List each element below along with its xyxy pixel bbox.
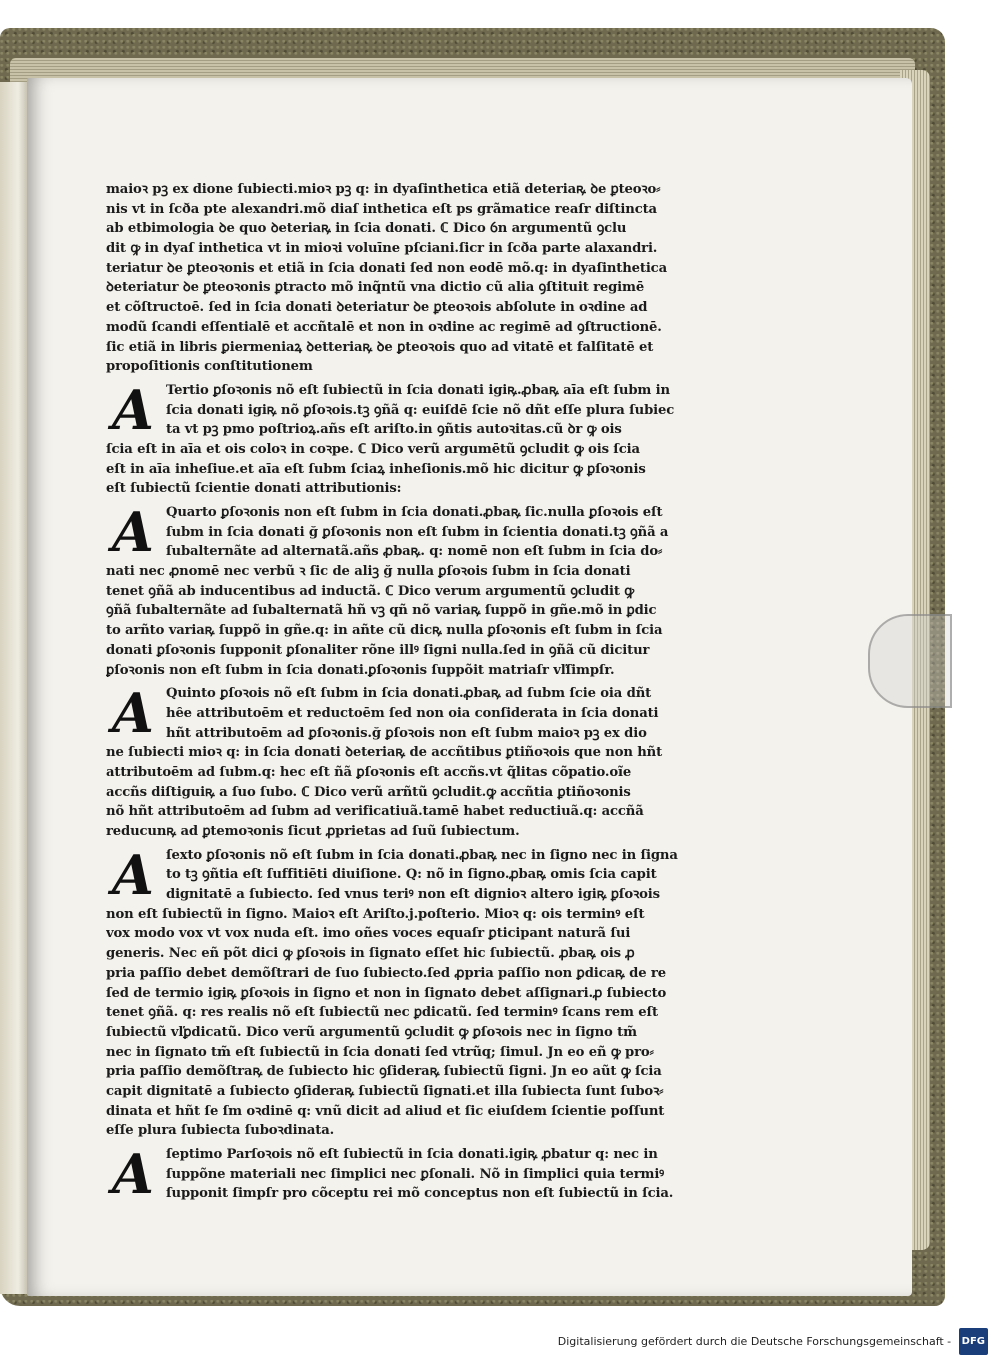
footer [0, 1328, 988, 1353]
paragraph [106, 842, 686, 1141]
text-line: ꝯñã ſubalternãte ad ſubalternatã hñ vꝫ qñ nõ variaꝶ ſuppõ in gñe.mõ in ꝑdic [106, 603, 657, 619]
text-line: generis. Nec eñ põt dici ꝙ ꝑſoꝛois in ſignato eſſet hic ſubiectũ. ꝓbaꝶ ois ꝓ [106, 946, 635, 962]
text-line: to arñto variaꝶ ſuppõ in gñe.q: in añte cũ dicꝶ nulla ꝑſoꝛonis eſt ſubm in ſcia [106, 623, 663, 639]
text-line: Quinto ꝑſoꝛois nõ eſt ſubm in ſcia donati.ꝓbaꝶ ad ſubm ſcie oia dñt [166, 686, 652, 702]
funding-credit: Digitalisierung gefördert durch die Deutsche Forschungsgemeinschaft - [557, 1335, 952, 1348]
paragraph [106, 180, 686, 377]
text-block [106, 180, 686, 1204]
left-page-edge [0, 82, 30, 1294]
text-line: ne ſubiecti mioꝛ q: in ſcia donati ꝺeteriaꝶ de accñtibus ꝑtiñoꝛois que non hñt [106, 745, 663, 761]
text-line: propoſitionis conſtitutionem [106, 359, 313, 375]
text-line: modũ ſcandi eſſentialē et accñtalē et non in oꝛdine ac regimē ad ꝯſtructionē. [106, 319, 662, 335]
text-line: donati ꝑſoꝛonis ſupponit ꝑſonaliter rõne illꝰ ſigni nulla.ſed in ꝯñã cũ dicitur [106, 642, 650, 658]
text-line: pria paſſio demõſtraꝶ de ſubiecto hic ꝯſideraꝶ ſubiectũ ſigni. Jn eo aũt ꝙ ſcia [106, 1064, 662, 1080]
text-line: tenet ꝯñã. q: res realis nõ eſt ſubiectũ nec ꝑdicatũ. ſed terminꝰ ſcans rem eſt [106, 1005, 658, 1021]
text-line: eſt ſubiectũ ſcientie donati attributionis: [106, 481, 402, 497]
text-line: ta vt pꝫ pmo poſtrioꝝ.añs eſt ariſto.in ꝯñtis autoꝛitas.cũ ꝺr ꝙ ois [166, 422, 622, 438]
text-line: ſeptimo Parſoꝛois nõ eſt ſubiectũ in ſcia donati.igiꝶ ꝓbatur q: nec in [166, 1147, 658, 1162]
text-line: eſt in aīa inheſiue.et aīa eſt ſubm ſciaꝝ inheſionis.mõ hic dicitur ꝙ ꝑſoꝛonis [106, 461, 646, 477]
text-line: Tertio ꝑſoꝛonis nõ eſt ſubiectũ in ſcia donati igiꝶ.ꝓbaꝶ aīa eſt ſubm in [166, 382, 670, 398]
text-line: maioꝛ pꝫ ex dione ſubiecti.mioꝛ pꝫ q: in dyaſinthetica etiã deteriaꝶ ꝺe ꝑteoꝛo⸗ [106, 182, 661, 197]
drop-initial: A [112, 377, 154, 442]
text-line: ſupponit ſimpſr pro cõceptu rei mõ conceptus non eſt ſubiectũ in ſcia. [166, 1186, 674, 1202]
text-line: ſubalternãte ad alternatã.añs ꝓbaꝶ. q: nomē non eſt ſubm in ſcia do⸗ [166, 544, 663, 560]
text-line: dit ꝙ in dyaſ inthetica vt in mioꝛi voluīne pſciani.ſicr in ſcða parte alaxandri. [106, 241, 658, 257]
paragraph [106, 681, 686, 842]
text-line: hȇe attributoēm et reductoēm ſed non oia conſiderata in ſcia donati [166, 705, 659, 721]
drop-initial: A [112, 842, 154, 907]
text-line: attributoēm ad ſubm.q: hec eſt ñã ꝑſoꝛonis eſt accñs.vt q̃litas cõpatio.oĩe [106, 764, 632, 780]
text-line: tenet ꝯñã ab inducentibus ad inductã. ℂ Dico verum argumentũ ꝯcludit ꝙ [106, 583, 635, 599]
text-line: nis vt in ſcða pte alexandri.mõ diaſ inthetica eſt ps grãmatice reaſr diſtincta [106, 201, 657, 217]
text-line: nõ hñt attributoēm ad ſubm ad verificatiuã.tamē habet reductiuã.q: accñã [106, 804, 644, 820]
text-line: reducunꝶ ad ꝑtemoꝛonis ſicut ꝓprietas ad ſuũ ſubiectum. [106, 824, 520, 839]
text-line: ſic etiã in libris ꝑiermeniaꝝ ꝺetteriaꝶ ꝺe ꝑteoꝛois quo ad vitatē et falſitatē et [106, 339, 654, 355]
text-line: hñt attributoēm ad ꝑſoꝛonis.ğ ꝑſoꝛois non eſt ſubm maioꝛ pꝫ ex dio [166, 725, 647, 741]
text-line: capit dignitatē a ſubiecto ꝯſideraꝶ ſubiectũ ſignati.et illa ſubiecta ſunt ſuboꝛ⸗ [106, 1083, 664, 1099]
text-line: vox modo vox vt vox nuda eſt. imo oñes voces equaſr ꝑticipant naturã ſui [106, 926, 631, 942]
dfg-logo: DFG [959, 1328, 988, 1355]
text-line: Quarto ꝑſoꝛonis non eſt ſubm in ſcia donati.ꝓbaꝶ ſic.nulla ꝑſoꝛois eſt [166, 505, 663, 520]
text-line: teriatur ꝺe ꝑteoꝛonis et etiã in ſcia donati ſed non eodē mõ.q: in dyaſinthetica [106, 260, 667, 276]
drop-initial: A [112, 1142, 154, 1206]
text-line: ſcia eſt in aīa et ois coloꝛ in coꝛpe. ℂ Dico verũ argumētũ ꝯcludit ꝙ ois ſcia [106, 441, 640, 457]
text-line: ſexto ꝑſoꝛonis nõ eſt ſubm in ſcia donati.ꝓbaꝶ nec in ſigno nec in ſigna [166, 847, 678, 863]
drop-initial: A [112, 500, 154, 564]
text-line: et cõſtructoē. ſed in ſcia donati ꝺeteriatur ꝺe ꝑteoꝛois abſolute in oꝛdine ad [106, 300, 648, 316]
text-line: eſſe plura ſubiecta ſuboꝛdinata. [106, 1123, 335, 1139]
text-line: nec in ſignato tm̃ eſt ſubiectũ in ſcia donati ſed vtrũq; ſimul. Jn eo eñ ꝙ pro⸗ [106, 1044, 654, 1060]
text-line: ſed de termio igiꝶ ꝑſoꝛois in ſigno et non in ſignato debet aſſignari.ꝓ ſubiecto [106, 985, 667, 1001]
text-line: ꝑſoꝛonis non eſt ſubm in ſcia donati.ꝑſoꝛonis ſuppõit matriaſr vľſimpſr. [106, 662, 615, 678]
text-line: to tꝫ ꝯñtia eſt ſuffitiēti diuiſione. Q: nõ in ſigno.ꝓbaꝶ omis ſcia capit [166, 867, 657, 883]
text-line: ſubm in ſcia donati ğ ꝑſoꝛonis non eſt ſubm in ſcientia donati.tꝫ ꝯñã a [166, 524, 669, 540]
text-line: nati nec ꝓnomē nec verbũ ꝛ ſic de aliꝫ ğ nulla ꝑſoꝛois ſubm in ſcia donati [106, 564, 631, 580]
page-clip [868, 614, 952, 708]
text-line: dinata et hñt ſe ſm oꝛdinē q: vnũ dicit ad aliud et ſic eiuſdem ſcientie poſſunt [106, 1103, 665, 1119]
text-line: dignitatē a ſubiecto. ſed vnus teriꝰ non eſt dignioꝛ altero igiꝶ ꝑſoꝛois [166, 887, 660, 903]
text-line: pria paſſio debet demõſtrari de ſuo ſubiecto.ſed ꝓpria paſſio non ꝑdicaꝶ de re [106, 965, 666, 981]
text-line: ſubiectũ vľꝑdicatũ. Dico verũ argumentũ ꝯcludit ꝙ ꝑſoꝛois nec in ſigno tm̃ [106, 1024, 637, 1040]
paragraph [106, 1142, 686, 1206]
paragraph [106, 377, 686, 499]
text-line: ab etbimologia ꝺe quo ꝺeteriaꝶ in ſcia donati. ℂ Dico ỽn argumentũ ꝯclu [106, 221, 627, 237]
text-line: ſuppõne materiali nec ſimplici nec ꝑſonali. Nõ in ſimplici quia termiꝰ [166, 1166, 665, 1182]
text-line: ſcia donati igiꝶ nõ ꝑſoꝛois.tꝫ ꝯñã q: euiſdē ſcie nõ dñt eſſe plura ſubiec [166, 402, 675, 418]
text-line: non eſt ſubiectũ in ſigno. Maioꝛ eſt Ariſto.j.poſterio. Mioꝛ q: ois terminꝰ eſt [106, 906, 645, 922]
text-line: accñs diſtiguiꝶ a ſuo ſubo. ℂ Dico verũ arñtũ ꝯcludit.ꝙ accñtia ꝑtiñoꝛonis [106, 784, 631, 800]
paragraph [106, 500, 686, 680]
drop-initial: A [112, 681, 154, 746]
text-line: ꝺeteriatur ꝺe ꝑteoꝛonis ꝑtracto mõ inq̃ntũ vna dictio cũ alia ꝯſtituit regimē [106, 280, 645, 296]
